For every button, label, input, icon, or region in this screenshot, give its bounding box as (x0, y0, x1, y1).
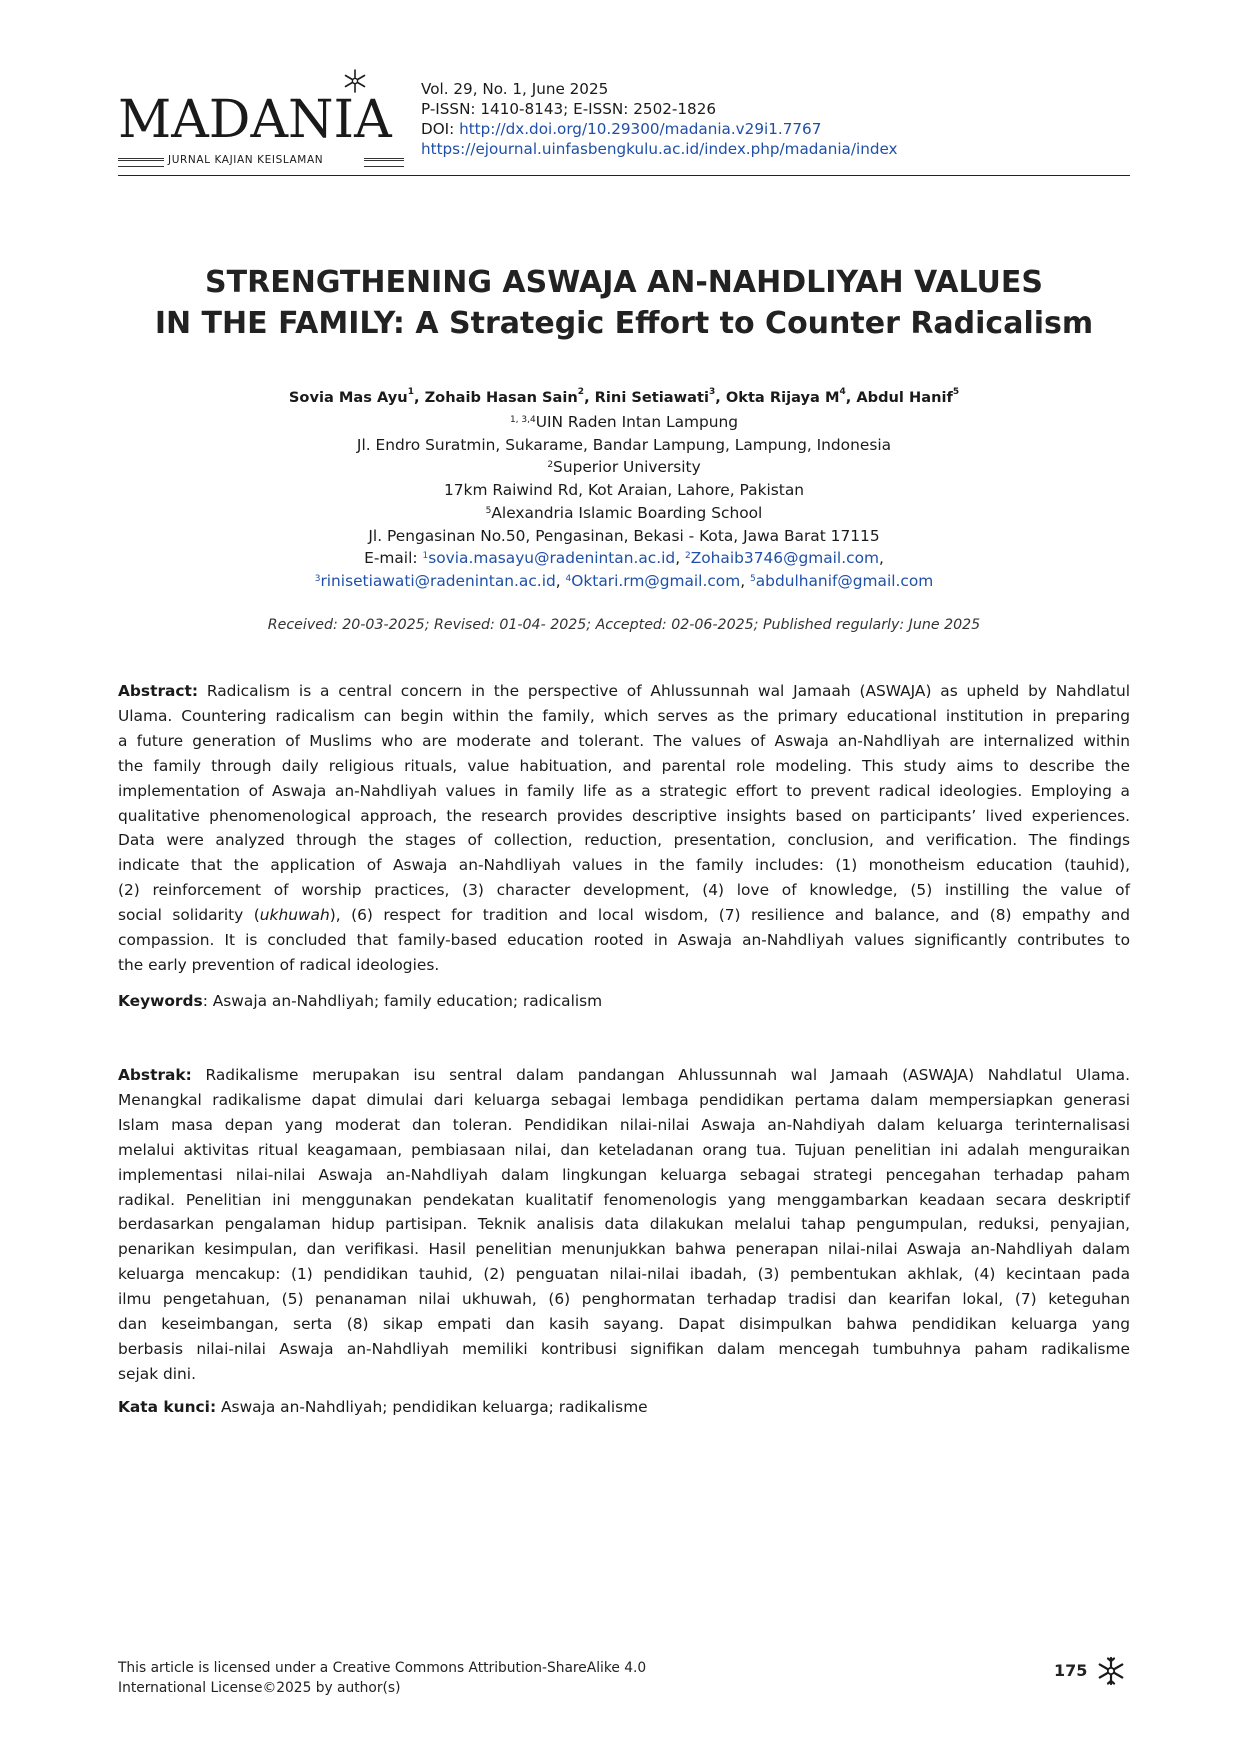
email-separator: , (878, 549, 884, 568)
affiliation-3-address: Jl. Pengasinan No.50, Pengasinan, Bekasi - Kota, Jawa Barat 17115 (368, 526, 880, 545)
issn-line: P-ISSN: 1410-8143; E-ISSN: 2502-1826 (421, 100, 717, 118)
abstract-line: melalui aktivitas ritual keagamaan, pembiasaan nilai, dan keteladanan orang tua. Tujuan penelitian ini adalah menguraikan (118, 1140, 1130, 1159)
affiliation-1 (118, 411, 1130, 434)
affiliations (118, 411, 1130, 593)
email-link[interactable]: Zohaib3746@gmail.com (690, 549, 879, 568)
abstract-line: compassion. It is concluded that family-based education rooted in Aswaja an-Nahdliyah values significantly contributes to (118, 931, 1130, 950)
affiliation-name: Superior University (553, 458, 701, 477)
affiliation-3 (118, 502, 1130, 525)
email-separator: , (740, 571, 751, 590)
abstract-line: the early prevention of radical ideologies. (118, 955, 440, 974)
journal-info (421, 79, 898, 159)
abstract-line: berdasarkan pengalaman hidup partisipan. Teknik analisis data dilakukan melalui tahap pengumpulan, reduksi, penyajian, (118, 1215, 1130, 1234)
doi-link[interactable]: http://dx.doi.org/10.29300/madania.v29i1.7767 (459, 120, 822, 138)
logo-wordmark: MADANIA (118, 90, 392, 150)
affiliation-1-address: Jl. Endro Suratmin, Sukarame, Bandar Lampung, Lampung, Indonesia (356, 435, 892, 454)
license-notice (118, 1658, 646, 1698)
title-line-1: STRENGTHENING ASWAJA AN-NAHDLIYAH VALUES (205, 265, 1043, 300)
author-name: , Rini Setiawati (584, 389, 709, 406)
article-title (118, 262, 1130, 344)
email-link[interactable]: rinisetiawati@radenintan.ac.id (320, 571, 556, 590)
license-line-2: International License©2025 by author(s) (118, 1680, 401, 1696)
email-superscript: 4 (565, 573, 572, 584)
email-separator: , (555, 571, 566, 590)
email-superscript: 2 (684, 551, 691, 562)
keywords-english (118, 992, 602, 1010)
keywords-label: Kata kunci: (118, 1398, 217, 1416)
keywords-text: : Aswaja an-Nahdliyah; family education; radicalism (202, 992, 603, 1010)
email-superscript: 5 (750, 573, 756, 584)
logo-rule-left (118, 158, 164, 167)
snowflake-ornament-icon (1096, 1656, 1126, 1686)
email-separator: , (675, 549, 685, 568)
abstract-line: keluarga mencakup: (1) pendidikan tauhid, (2) penguatan nilai-nilai ibadah, (3) pembentukan akhlak, (4) kecintaan pada (118, 1265, 1130, 1284)
email-line-2 (118, 570, 1130, 593)
abstract-line: berbasis nilai-nilai Aswaja an-Nahdliyah memiliki kontribusi signifikan dalam mencegah tumbuhnya paham radikalisme (118, 1339, 1130, 1358)
abstract-line: penarikan kesimpulan, dan verifikasi. Hasil penelitian menunjukkan bahwa penerapan nilai-nilai Aswaja an-Nahdliyah dalam (118, 1240, 1130, 1259)
abstract-line: the family through daily religious rituals, value habituation, and parental role modeling. This study aims to describe the (118, 756, 1130, 775)
email-superscript: 3 (314, 573, 321, 584)
email-link[interactable]: Oktari.rm@gmail.com (571, 571, 741, 590)
abstract-label: Abstract: (118, 682, 199, 700)
logo-rule-right (364, 158, 404, 167)
keywords-text: Aswaja an-Nahdliyah; pendidikan keluarga; radikalisme (216, 1398, 648, 1416)
abstract-line: Islam masa depan yang moderat dan toleran. Pendidikan nilai-nilai Aswaja an-Nahdiyah dalam keluarga terinternalisasi (118, 1115, 1130, 1134)
journal-url-link[interactable]: https://ejournal.uinfasbengkulu.ac.id/index.php/madania/index (421, 140, 898, 158)
affiliation-superscript: 1, 3,4 (509, 415, 536, 425)
abstract-line: Data were analyzed through the stages of collection, reduction, presentation, conclusion, and verification. The findings (118, 831, 1130, 850)
author-superscript: 1 (407, 387, 414, 397)
keywords-label: Keywords (118, 992, 203, 1010)
snowflake-ornament-icon (342, 68, 368, 94)
submission-dates: Received: 20-03-2025; Revised: 01-04- 2025; Accepted: 02-06-2025; Published regularly: June 2025 (267, 617, 981, 633)
abstract-line: social solidarity (ukhuwah), (6) respect for tradition and local wisdom, (7) resilience and balance, and (8) empathy and (118, 906, 1131, 925)
author-name: , Zohaib Hasan Sain (413, 389, 578, 406)
abstract-line: Abstract: Radicalism is a central concern in the perspective of Ahlussunnah wal Jamaah (ASWAJA) as upheld by Nahdlatul (118, 682, 1130, 700)
affiliation-2 (118, 456, 1130, 479)
affiliation-2-address: 17km Raiwind Rd, Kot Araian, Lahore, Pakistan (443, 481, 805, 500)
author-name: , Okta Rijaya M (715, 389, 840, 406)
affiliation-superscript: 5 (485, 505, 492, 516)
abstract-line: implementasi nilai-nilai Aswaja an-Nahdliyah dalam lingkungan keluarga sebagai strategi pencegahan terhadap paham (118, 1165, 1130, 1184)
abstract-line: sejak dini. (118, 1364, 196, 1383)
abstract-line: indicate that the application of Aswaja an-Nahdliyah values in the family includes: (1) monotheism education (tauhid), (118, 856, 1130, 875)
affiliation-superscript: 2 (547, 460, 554, 471)
author-name: Sovia Mas Ayu (288, 389, 408, 406)
email-link[interactable]: abdulhanif@gmail.com (755, 571, 934, 590)
abstract-line: Menangkal radikalisme dapat dimulai dari keluarga sebagai lembaga pendidikan pertama dalam mempersiapkan generasi (118, 1090, 1130, 1109)
abstract-line: ilmu pengetahuan, (5) penanaman nilai ukhuwah, (6) penghormatan terhadap tradisi dan kearifan lokal, (7) keteguhan (118, 1290, 1130, 1309)
volume-line: Vol. 29, No. 1, June 2025 (421, 80, 609, 98)
logo-subtitle: JURNAL KAJIAN KEISLAMAN (168, 154, 324, 166)
doi-label: DOI: (421, 120, 460, 138)
abstract-line: Ulama. Countering radicalism can begin within the family, which serves as the primary educational institution in preparing (118, 706, 1130, 725)
abstract-line: Abstrak: Radikalisme merupakan isu sentral dalam pandangan Ahlussunnah wal Jamaah (ASWAJA) Nahdlatul Ulama. (118, 1066, 1130, 1084)
italic-term: ukhuwah (259, 906, 330, 925)
header-divider (118, 175, 1130, 176)
email-link[interactable]: sovia.masayu@radenintan.ac.id (428, 549, 676, 568)
affiliation-name: Alexandria Islamic Boarding School (491, 503, 763, 522)
abstract-indonesian (118, 1063, 1130, 1387)
abstract-line: qualitative phenomenological approach, the research provides descriptive insights based on participants’ lived experiences. (118, 806, 1130, 825)
abstract-english (118, 679, 1130, 978)
title-line-2: IN THE FAMILY: A Strategic Effort to Counter Radicalism (154, 306, 1094, 341)
doi-line (421, 119, 898, 139)
abstract-line: implementation of Aswaja an-Nahdliyah values in family life as a strategic effort to prevent radical ideologies. Employing a (118, 781, 1130, 800)
journal-logo (118, 64, 404, 174)
abstract-line: a future generation of Muslims who are moderate and tolerant. The values of Aswaja an-Nahdliyah are internalized within (118, 731, 1130, 750)
author-superscript: 4 (839, 387, 846, 397)
affiliation-name: UIN Raden Intan Lampung (535, 413, 739, 431)
author-list (118, 389, 1130, 406)
author-superscript: 5 (952, 387, 960, 397)
author-superscript: 2 (577, 387, 585, 397)
page-number: 175 (1054, 1661, 1088, 1680)
abstract-line: radikal. Penelitian ini menggunakan pendekatan kualitatif fenomenologis yang menggambarkan keadaan secara deskriptif (118, 1190, 1130, 1209)
author-name: , Abdul Hanif (845, 389, 953, 406)
abstract-line: (2) reinforcement of worship practices, (3) character development, (4) love of knowledge, (5) instilling the value of (118, 881, 1130, 900)
author-superscript: 3 (708, 387, 716, 397)
abstract-line: dan keseimbangan, serta (8) sikap empati dan kasih sayang. Dapat disimpulkan bahwa pendidikan keluarga yang (118, 1315, 1130, 1334)
email-label: E-mail: (364, 549, 423, 568)
email-line-1 (118, 547, 1130, 570)
license-line-1: This article is licensed under a Creative Commons Attribution-ShareAlike 4.0 (118, 1660, 647, 1676)
keywords-indonesian (118, 1398, 648, 1416)
email-superscript: 1 (422, 551, 429, 562)
abstract-label: Abstrak: (118, 1066, 192, 1084)
